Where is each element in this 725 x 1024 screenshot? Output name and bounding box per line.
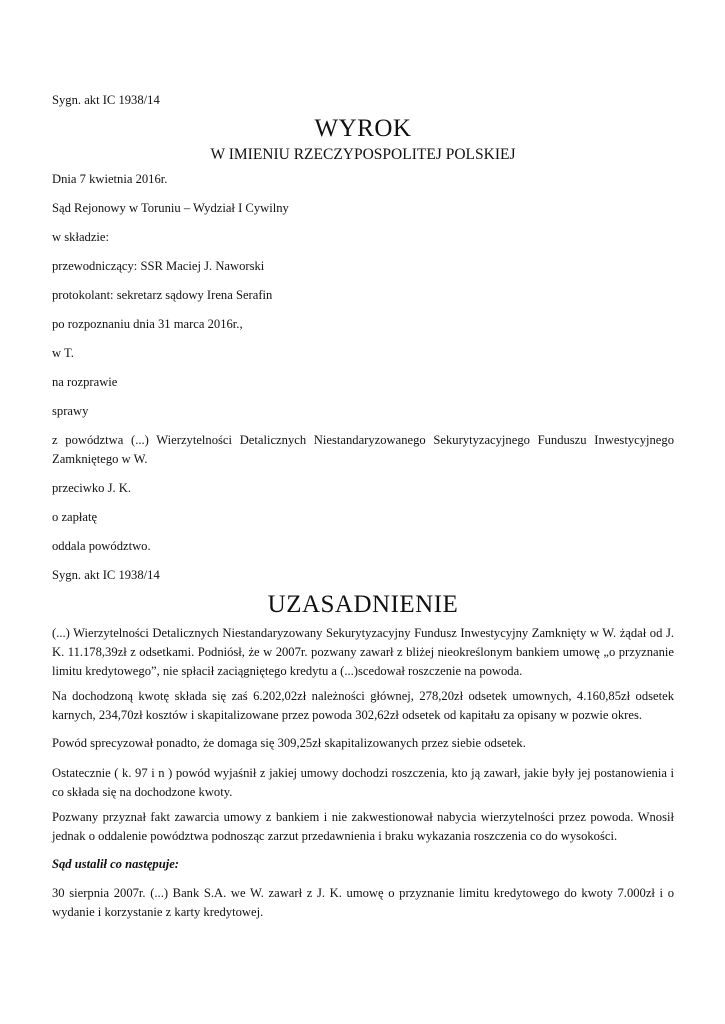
presiding-judge: przewodniczący: SSR Maciej J. Naworski — [52, 259, 265, 273]
court-clerk: protokolant: sekretarz sądowy Irena Serafin — [52, 288, 273, 302]
composition-label: w składzie: — [52, 230, 110, 244]
verdict-subtitle: W IMIENIU RZECZYPOSPOLITEJ POLSKIEJ — [210, 146, 516, 163]
court-name: Sąd Rejonowy w Toruniu – Wydział I Cywilny — [52, 201, 289, 215]
facts-paragraph: 30 sierpnia 2007r. (...) Bank S.A. we W. zawarł z J. K. umowę o przyznanie limitu kredytowego do kwoty 7.000zł i o wydanie i korzystanie z karty kredytowej. — [52, 886, 674, 919]
hearing-date: po rozpoznaniu dnia 31 marca 2016r., — [52, 317, 243, 331]
facts-heading: Sąd ustalił co następuje: — [52, 857, 180, 871]
justification-paragraph: Na dochodzoną kwotę składa się zaś 6.202,02zł należności głównej, 278,20zł odsetek umownych, 4.160,85zł odsetek karnych, 234,70zł kosztów i skapitalizowane przez powoda 302,62zł odsetek od kapitału za opisany w pozwie okres. — [52, 689, 674, 722]
justification-paragraph: Pozwany przyznał fakt zawarcia umowy z bankiem i nie zakwestionował nabycia wierzytelności przez powoda. Wnosił jednak o oddalenie powództwa podnosząc zarzut przedawnienia i braku wykazania roszczenia co do wysokości. — [52, 810, 674, 843]
plaintiff: z powództwa (...) Wierzytelności Detalicznych Niestandaryzowanego Sekurytyzacyjnego Funduszu Inwestycyjnego Zamkniętego w W. — [52, 433, 674, 466]
verdict-decision: oddala powództwo. — [52, 539, 151, 553]
justification-title: UZASADNIENIE — [267, 591, 459, 618]
justification-paragraph: Ostatecznie ( k. 97 i n ) powód wyjaśnił z jakiej umowy dochodzi roszczenia, kto ją zawarł, jakie były jej postanowienia i co składa się na dochodzone kwoty. — [52, 766, 674, 799]
justification-signature: Sygn. akt IC 1938/14 — [52, 568, 160, 582]
defendant: przeciwko J. K. — [52, 481, 132, 495]
hearing-place: w T. — [52, 346, 74, 360]
verdict-date: Dnia 7 kwietnia 2016r. — [52, 172, 168, 186]
justification-paragraph: Powód sprecyzował ponadto, że domaga się 309,25zł skapitalizowanych przez siebie odsetek. — [52, 736, 526, 750]
case-label: sprawy — [52, 404, 89, 418]
justification-paragraph: (...) Wierzytelności Detalicznych Niestandaryzowany Sekurytyzacyjny Fundusz Inwestycyjny Zamknięty w W. żądał od J. K. 11.178,39zł z odsetkami. Podniósł, że w 2007r. pozwany zawarł z bliżej nieokreślonym bankiem umowę „o przyznanie limitu kredytowego”, nie spłacił zaciągniętego kredytu a (...)scedował roszczenie na powoda. — [52, 626, 674, 678]
case-signature: Sygn. akt IC 1938/14 — [52, 93, 160, 107]
hearing-type: na rozprawie — [52, 375, 118, 389]
claim-subject: o zapłatę — [52, 510, 98, 524]
verdict-title: WYROK — [314, 115, 412, 142]
